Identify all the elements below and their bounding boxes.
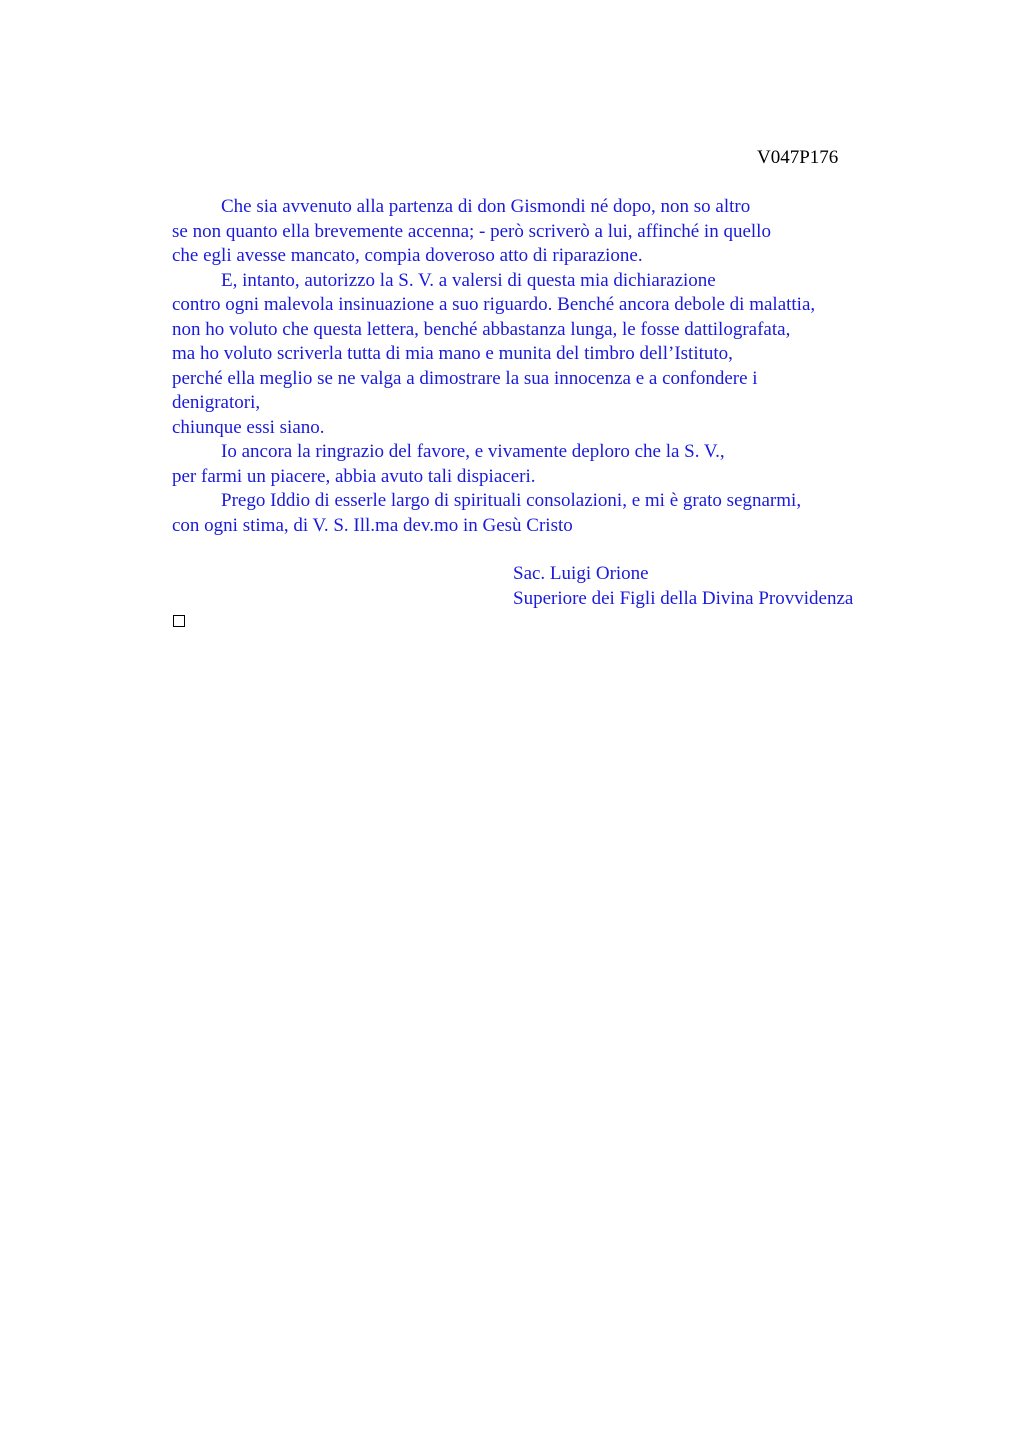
letter-line: Io ancora la ringrazio del favore, e vivamente deploro che la S. V., [221, 441, 725, 462]
letter-line: con ogni stima, di V. S. Ill.ma dev.mo in Gesù Cristo [172, 514, 573, 536]
letter-line: contro ogni malevola insinuazione a suo riguardo. Benché ancora debole di malattia, [172, 294, 816, 315]
letter-line: se non quanto ella brevemente accenna; - però scriverò a lui, affinché in quello [172, 220, 771, 242]
letter-line: non ho voluto che questa lettera, benché abbastanza lunga, le fosse dattilografata, [172, 318, 791, 340]
signature-block [513, 562, 853, 611]
letter-line: denigratori, [172, 392, 261, 413]
signature-title: Superiore dei Figli della Divina Provvidenza [513, 587, 854, 609]
letter-line: ma ho voluto scriverla tutta di mia mano e munita del timbro dell’Istituto, [172, 343, 733, 364]
page-code: V047P176 [757, 147, 839, 168]
signature-name: Sac. Luigi Orione [513, 563, 649, 584]
letter-line: Prego Iddio di esserle largo di spirituali consolazioni, e mi è grato segnarmi, [221, 490, 802, 511]
letter-line: perché ella meglio se ne valga a dimostrare la sua innocenza e a confondere i [172, 367, 758, 389]
letter-line: per farmi un piacere, abbia avuto tali dispiaceri. [172, 465, 536, 487]
letter-line: Che sia avvenuto alla partenza di don Gismondi né dopo, non so altro [221, 196, 751, 217]
checkbox-square-icon [173, 615, 185, 627]
letter-line: chiunque essi siano. [172, 416, 325, 438]
letter-line: che egli avesse mancato, compia doveroso atto di riparazione. [172, 245, 643, 266]
letter-body [172, 195, 892, 538]
letter-line: E, intanto, autorizzo la S. V. a valersi di questa mia dichiarazione [221, 269, 716, 291]
